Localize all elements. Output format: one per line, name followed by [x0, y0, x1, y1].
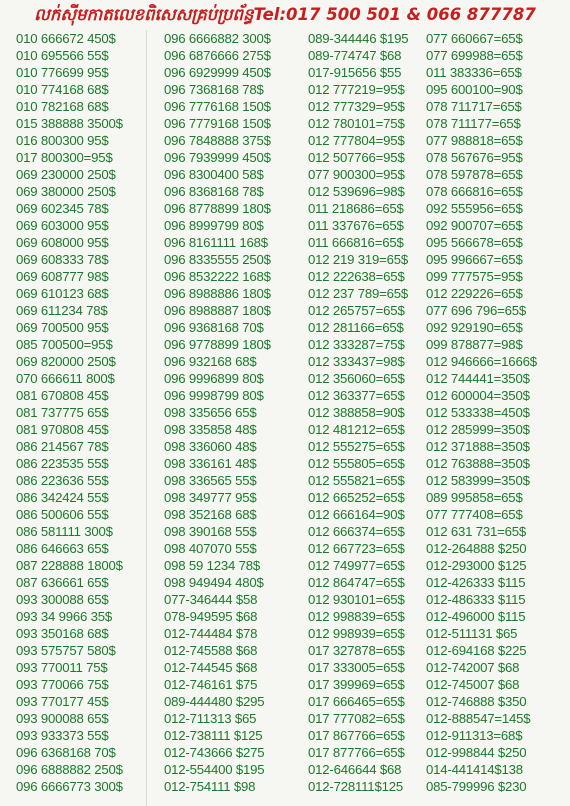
list-item: 093 770177 45$	[16, 694, 109, 709]
list-item: 012 371888=350$	[426, 439, 530, 454]
list-item: 011 218686=65$	[308, 201, 404, 216]
list-item: 012 744441=350$	[426, 371, 530, 386]
list-item: 098 59 1234 78$	[164, 558, 261, 573]
list-item: 098 335656 65$	[164, 405, 257, 420]
list-item: 012 665252=65$	[308, 490, 405, 505]
list-item: 078 567676=95$	[426, 150, 523, 165]
list-item: 010 776699 95$	[16, 65, 109, 80]
list-item: 012 780101=75$	[308, 116, 405, 131]
list-item: 069 602345 78$	[16, 201, 109, 216]
list-item: 010 774168 68$	[16, 82, 109, 97]
list-item: 070 666611 800$	[16, 371, 115, 386]
list-item: 078 597878=65$	[426, 167, 523, 182]
list-item: 096 9368168 70$	[164, 320, 264, 335]
list-item: 012-711313 $65	[164, 711, 257, 726]
list-item: 086 500606 55$	[16, 507, 109, 522]
list-item: 012 749977=65$	[308, 558, 405, 573]
list-item: 012 930101=65$	[308, 592, 405, 607]
list-item: 092 900707=65$	[426, 218, 523, 233]
list-item: 012-754111 $98	[164, 779, 256, 794]
list-item: 010 666672 450$	[16, 31, 116, 46]
list-item: 017 333005=65$	[308, 660, 405, 675]
list-item: 093 350168 68$	[16, 626, 109, 641]
list-item: 081 670808 45$	[16, 388, 109, 403]
list-item: 096 932168 68$	[164, 354, 257, 369]
list-item: 011 337676=65$	[308, 218, 404, 233]
list-item: 012 388858=90$	[308, 405, 405, 420]
list-item: 098 336161 48$	[164, 456, 257, 471]
list-item: 096 9998799 80$	[164, 388, 264, 403]
list-item: 012 219 319=65$	[308, 252, 409, 267]
list-item: 012-743666 $275	[164, 745, 265, 760]
list-item: 017 877766=65$	[308, 745, 405, 760]
list-item: 017 666465=65$	[308, 694, 405, 709]
list-item: 096 6876666 275$	[164, 48, 271, 63]
list-item: 069 610123 68$	[16, 286, 109, 301]
list-item: 093 900088 65$	[16, 711, 109, 726]
list-item: 012-694168 $225	[426, 643, 527, 658]
list-item: 093 300088 65$	[16, 592, 109, 607]
list-item: 096 8988886 180$	[164, 286, 271, 301]
list-item: 016 800300 95$	[16, 133, 109, 148]
list-item: 069 700500 95$	[16, 320, 109, 335]
list-item: 010 695566 55$	[16, 48, 109, 63]
list-item: 012-742007 $68	[426, 660, 520, 675]
list-item: 014-441414$138	[426, 762, 523, 777]
list-item: 012 507766=95$	[308, 150, 405, 165]
list-item: 012-728111$125	[308, 779, 403, 794]
list-item: 089-344446 $195	[308, 31, 409, 46]
list-item: 077 777408=65$	[426, 507, 523, 522]
list-item: 012 539696=98$	[308, 184, 405, 199]
list-item: 069 608333 78$	[16, 252, 109, 267]
list-item: 012-745588 $68	[164, 643, 258, 658]
list-item: 012 533338=450$	[426, 405, 530, 420]
list-item: 069 230000 250$	[16, 167, 116, 182]
list-item: 012 285999=350$	[426, 422, 530, 437]
list-item: 012-746161 $75	[164, 677, 258, 692]
list-item: 012-554400 $195	[164, 762, 265, 777]
number-list-grid	[0, 30, 570, 806]
page-title: លក់ស៊ីមកាតលេខពិសេសគ្រប់ប្រព័ន្ធTel:017 500 501 & 066 877787	[0, 0, 570, 31]
list-item: 093 933373 55$	[16, 728, 109, 743]
list-item: 012-745007 $68	[426, 677, 520, 692]
list-item: 012-738111 $125	[164, 728, 263, 743]
list-item: 096 7848888 375$	[164, 133, 271, 148]
list-item: 012 763888=350$	[426, 456, 530, 471]
list-item: 077 988818=65$	[426, 133, 523, 148]
list-item: 077 900300=95$	[308, 167, 405, 182]
list-item: 069 603000 95$	[16, 218, 109, 233]
list-item: 086 223535 55$	[16, 456, 109, 471]
list-item: 077-346444 $58	[164, 592, 258, 607]
list-item: 099 777575=95$	[426, 269, 523, 284]
list-item: 098 349777 95$	[164, 490, 257, 505]
column-3	[293, 30, 426, 806]
list-item: 098 336565 55$	[164, 473, 257, 488]
list-item: 096 7939999 450$	[164, 150, 271, 165]
list-item: 077 696 796=65$	[426, 303, 527, 318]
list-item: 012 946666=1666$	[426, 354, 537, 369]
list-item: 017 867766=65$	[308, 728, 405, 743]
list-item: 012-888547=145$	[426, 711, 531, 726]
list-item: 012-511131 $65	[426, 626, 518, 641]
list-item: 012 555275=65$	[308, 439, 405, 454]
list-item: 095 566678=65$	[426, 235, 523, 250]
list-item: 012 667723=65$	[308, 541, 405, 556]
list-item: 096 8999799 80$	[164, 218, 264, 233]
list-item: 012-744484 $78	[164, 626, 258, 641]
list-item: 012 555805=65$	[308, 456, 405, 471]
list-item: 093 575757 580$	[16, 643, 116, 658]
list-item: 089-774747 $68	[308, 48, 402, 63]
list-item: 092 929190=65$	[426, 320, 523, 335]
column-4	[426, 30, 570, 806]
list-item: 096 6929999 450$	[164, 65, 271, 80]
list-item: 096 8532222 168$	[164, 269, 271, 284]
list-item: 017 800300=95$	[16, 150, 113, 165]
list-item: 098 352168 68$	[164, 507, 257, 522]
list-item: 098 335858 48$	[164, 422, 257, 437]
list-item: 087 228888 1800$	[16, 558, 123, 573]
list-item: 012-426333 $115	[426, 575, 526, 590]
list-item: 086 342424 55$	[16, 490, 109, 505]
list-item: 096 8335555 250$	[164, 252, 271, 267]
list-item: 012 631 731=65$	[426, 524, 527, 539]
list-item: 093 34 9966 35$	[16, 609, 113, 624]
list-item: 012 237 789=65$	[308, 286, 409, 301]
list-item: 017 399969=65$	[308, 677, 405, 692]
list-item: 078 711717=65$	[426, 99, 522, 114]
list-item: 098 949494 480$	[164, 575, 264, 590]
list-item: 012 222638=65$	[308, 269, 405, 284]
list-item: 012-264888 $250	[426, 541, 527, 556]
list-item: 078 666816=65$	[426, 184, 523, 199]
column-1	[0, 30, 147, 806]
list-item: 012 333437=98$	[308, 354, 405, 369]
list-item: 069 611234 78$	[16, 303, 108, 318]
list-item: 012-496000 $115	[426, 609, 526, 624]
list-item: 069 380000 250$	[16, 184, 116, 199]
list-item: 078-949595 $68	[164, 609, 258, 624]
list-item: 096 6666773 300$	[16, 779, 123, 794]
list-item: 096 7368168 78$	[164, 82, 264, 97]
list-item: 012-646644 $68	[308, 762, 402, 777]
list-item: 012 600004=350$	[426, 388, 530, 403]
list-item: 096 9996899 80$	[164, 371, 264, 386]
list-item: 086 214567 78$	[16, 439, 109, 454]
list-item: 017 777082=65$	[308, 711, 405, 726]
list-item: 012 998939=65$	[308, 626, 405, 641]
list-item: 012-998844 $250	[426, 745, 527, 760]
list-item: 012 998839=65$	[308, 609, 405, 624]
list-item: 012 555821=65$	[308, 473, 405, 488]
list-item: 093 770011 75$	[16, 660, 108, 675]
list-item: 077 699988=65$	[426, 48, 523, 63]
list-item: 081 970808 45$	[16, 422, 109, 437]
list-item: 096 6666882 300$	[164, 31, 271, 46]
list-item: 089 995858=65$	[426, 490, 523, 505]
list-item: 012 777219=95$	[308, 82, 405, 97]
list-item: 086 646663 65$	[16, 541, 109, 556]
list-item: 012 666164=90$	[308, 507, 405, 522]
list-item: 095 996667=65$	[426, 252, 523, 267]
list-item: 012 229226=65$	[426, 286, 523, 301]
list-item: 081 737775 65$	[16, 405, 109, 420]
list-item: 086 581111 300$	[16, 524, 113, 539]
list-item: 077 660667=65$	[426, 31, 523, 46]
list-item: 012-744545 $68	[164, 660, 258, 675]
list-item: 012 356060=65$	[308, 371, 405, 386]
list-item: 085-799996 $230	[426, 779, 527, 794]
list-item: 096 6888882 250$	[16, 762, 123, 777]
list-item: 096 9778899 180$	[164, 337, 271, 352]
list-item: 096 6368168 70$	[16, 745, 116, 760]
list-item: 086 223636 55$	[16, 473, 109, 488]
list-item: 069 820000 250$	[16, 354, 116, 369]
list-item: 015 388888 3500$	[16, 116, 123, 131]
list-item: 012-486333 $115	[426, 592, 526, 607]
list-item: 012 481212=65$	[308, 422, 405, 437]
list-item: 098 407070 55$	[164, 541, 257, 556]
list-item: 012 281166=65$	[308, 320, 404, 335]
list-item: 095 600100=90$	[426, 82, 523, 97]
list-item: 092 555956=65$	[426, 201, 523, 216]
list-item: 096 8778899 180$	[164, 201, 271, 216]
list-item: 010 782168 68$	[16, 99, 109, 114]
list-item: 012 864747=65$	[308, 575, 405, 590]
list-item: 017 327878=65$	[308, 643, 405, 658]
list-item: 012-293000 $125	[426, 558, 527, 573]
list-item: 012 265757=65$	[308, 303, 405, 318]
list-item: 069 608000 95$	[16, 235, 109, 250]
column-2	[147, 30, 293, 806]
list-item: 098 336060 48$	[164, 439, 257, 454]
list-item: 017-915656 $55	[308, 65, 402, 80]
list-item: 093 770066 75$	[16, 677, 109, 692]
list-item: 099 878877=98$	[426, 337, 523, 352]
list-item: 011 383336=65$	[426, 65, 522, 80]
list-item: 012 333287=75$	[308, 337, 405, 352]
list-item: 085 700500=95$	[16, 337, 113, 352]
list-item: 078 711177=65$	[426, 116, 521, 131]
list-item: 012 363377=65$	[308, 388, 405, 403]
list-item: 069 608777 98$	[16, 269, 109, 284]
list-item: 012 666374=65$	[308, 524, 405, 539]
list-item: 012-911313=68$	[426, 728, 523, 743]
list-item: 012 583999=350$	[426, 473, 530, 488]
list-item: 096 8988887 180$	[164, 303, 271, 318]
list-item: 096 7776168 150$	[164, 99, 271, 114]
list-item: 012 777329=95$	[308, 99, 405, 114]
list-item: 098 390168 55$	[164, 524, 257, 539]
list-item: 011 666816=65$	[308, 235, 404, 250]
list-item: 096 8368168 78$	[164, 184, 264, 199]
list-item: 096 7779168 150$	[164, 116, 271, 131]
list-item: 087 636661 65$	[16, 575, 109, 590]
list-item: 096 8300400 58$	[164, 167, 264, 182]
list-item: 012 777804=95$	[308, 133, 405, 148]
list-item: 012-746888 $350	[426, 694, 527, 709]
list-item: 089-444480 $295	[164, 694, 265, 709]
list-item: 096 8161111 168$	[164, 235, 268, 250]
